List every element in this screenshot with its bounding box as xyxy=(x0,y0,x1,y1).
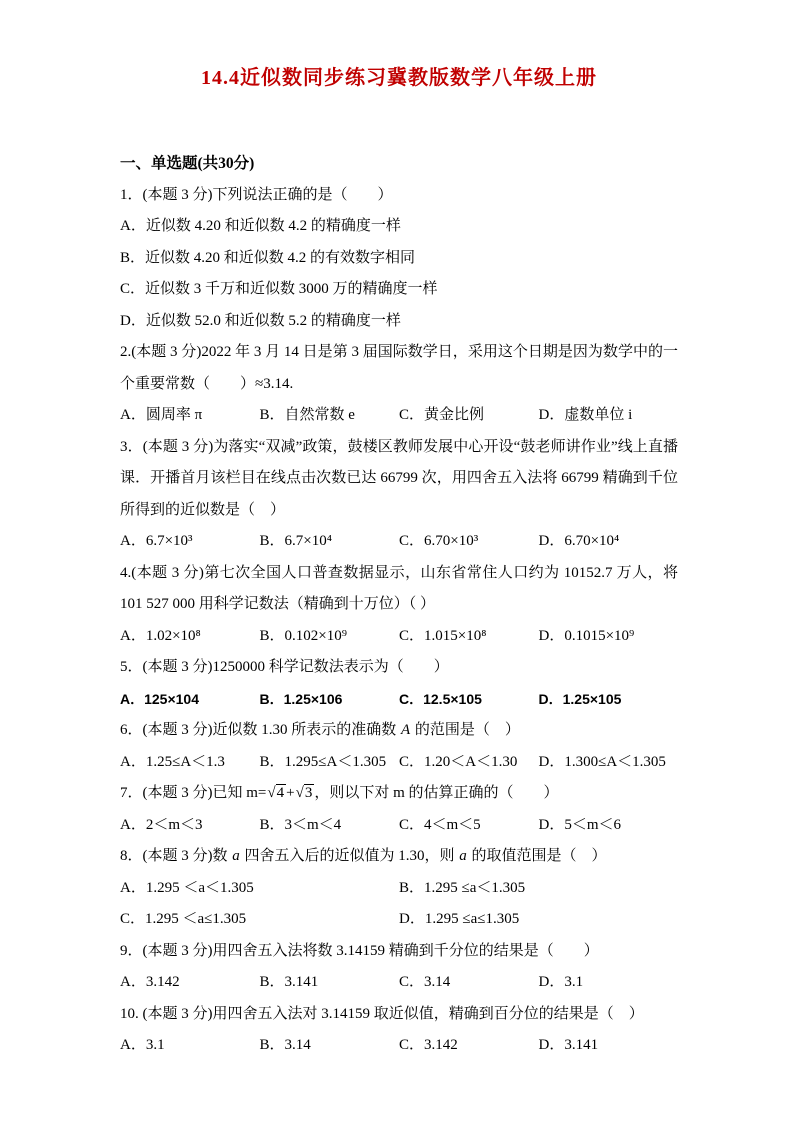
question-4 xyxy=(120,558,678,653)
question-8-stem xyxy=(120,841,678,873)
question-7-stem-pre: 7．(本题 3 分)已知 m= xyxy=(120,785,267,801)
plus-sign: + xyxy=(286,785,295,801)
question-3-options xyxy=(120,526,678,558)
question-5-option-d: D．1.25×105 xyxy=(538,690,622,707)
question-1-option-a: A．近似数 4.20 和近似数 4.2 的精确度一样 xyxy=(120,218,401,234)
question-5-stem: 5．(本题 3 分)1250000 科学记数法表示为（ ） xyxy=(120,659,449,675)
question-2-option-c: C．黄金比例 xyxy=(399,407,485,423)
question-10-options xyxy=(120,1030,678,1062)
question-9 xyxy=(120,936,678,999)
question-10-option-a: A．3.1 xyxy=(120,1037,165,1053)
question-5-option-b: B．1.25×106 xyxy=(259,690,343,707)
question-9-options xyxy=(120,967,678,999)
question-6-variable: A xyxy=(401,722,411,738)
question-5-options xyxy=(120,684,678,716)
question-6-stem xyxy=(120,715,678,747)
question-8-option-b: B．1.295 ≤a＜1.305 xyxy=(399,879,526,896)
question-10-option-c: C．3.142 xyxy=(399,1037,458,1053)
question-6-stem-post: 的范围是（ ） xyxy=(411,722,520,738)
question-1-option-c: C．近似数 3 千万和近似数 3000 万的精确度一样 xyxy=(120,281,438,297)
question-5-option-a: A．125×104 xyxy=(120,690,200,707)
question-2-stem: 2.(本题 3 分)2022 年 3 月 14 日是第 3 届国际数学日，采用这个日期是因为数学中的一个重要常数（ ）≈3.14. xyxy=(120,344,678,392)
question-2-option-a: A．圆周率 π xyxy=(120,407,203,423)
sqrt-radicand-2: 3 xyxy=(304,785,313,801)
question-8-stem-pre: 8．(本题 3 分)数 xyxy=(120,848,232,864)
question-7 xyxy=(120,778,678,841)
question-9-option-a: A．3.142 xyxy=(120,974,180,990)
question-1-option-b: B．近似数 4.20 和近似数 4.2 的有效数字相同 xyxy=(120,249,416,266)
sqrt-sign-1: √ xyxy=(267,785,276,801)
question-6-option-d: D．1.300≤A＜1.305 xyxy=(538,753,666,770)
question-2 xyxy=(120,337,678,432)
question-2-option-d: D．虚数单位 i xyxy=(538,407,633,423)
question-1-stem: 1．(本题 3 分)下列说法正确的是（ ） xyxy=(120,186,393,203)
question-3-stem: 3．(本题 3 分)为落实“双减”政策，鼓楼区教师发展中心开设“鼓老师讲作业”线上直播课．开播首月该栏目在线点击次数已达 66799 次，用四舍五入法将 66799 精确到千位所得到的近似数是（ ） xyxy=(120,438,678,518)
question-10-stem: 10. (本题 3 分)用四舍五入法对 3.14159 取近似值，精确到百分位的结果是（ ） xyxy=(120,1005,644,1022)
question-8-variable-1: a xyxy=(232,848,240,864)
worksheet-content xyxy=(120,148,678,1062)
question-8 xyxy=(120,841,678,936)
question-6-stem-pre: 6．(本题 3 分)近似数 1.30 所表示的准确数 xyxy=(120,722,400,738)
document-title: 14.4近似数同步练习冀教版数学八年级上册 xyxy=(201,67,597,89)
question-7-option-b: B．3＜m＜4 xyxy=(259,816,342,833)
question-8-option-c: C．1.295 ＜a≤1.305 xyxy=(120,911,247,927)
question-1-option-d: D．近似数 52.0 和近似数 5.2 的精确度一样 xyxy=(120,312,401,329)
question-8-option-a: A．1.295 ＜a＜1.305 xyxy=(120,879,254,896)
question-7-option-a: A．2＜m＜3 xyxy=(120,816,203,833)
question-7-option-d: D．5＜m＜6 xyxy=(538,816,622,833)
question-6 xyxy=(120,715,678,778)
question-7-stem xyxy=(120,778,678,810)
question-3-option-d: D．6.70×10⁴ xyxy=(538,533,620,549)
question-6-option-b: B．1.295≤A＜1.305 xyxy=(259,753,387,770)
question-10 xyxy=(120,999,678,1062)
question-2-option-b: B．自然常数 e xyxy=(259,407,355,423)
question-9-option-c: C．3.14 xyxy=(399,974,451,990)
sqrt-sign-2: √ xyxy=(295,785,304,801)
question-3-option-a: A．6.7×10³ xyxy=(120,533,193,549)
question-7-stem-post: ，则以下对 m 的估算正确的（ ） xyxy=(314,785,559,801)
question-4-option-c: C．1.015×10⁸ xyxy=(399,627,487,644)
question-7-option-c: C．4＜m＜5 xyxy=(399,816,481,833)
question-4-option-d: D．0.1015×10⁹ xyxy=(538,627,635,644)
question-9-option-b: B．3.141 xyxy=(259,974,319,990)
question-3 xyxy=(120,432,678,558)
question-8-option-d: D．1.295 ≤a≤1.305 xyxy=(399,911,520,927)
question-8-options-row-2 xyxy=(120,904,678,936)
question-4-option-a: A．1.02×10⁸ xyxy=(120,627,201,644)
section-heading: 一、单选题(共30分) xyxy=(120,155,255,172)
question-2-options xyxy=(120,400,678,432)
question-9-stem: 9．(本题 3 分)用四舍五入法将数 3.14159 精确到千分位的结果是（ ） xyxy=(120,942,599,959)
question-6-option-c: C．1.20＜A＜1.30 xyxy=(399,753,518,770)
question-9-option-d: D．3.1 xyxy=(538,974,584,990)
question-3-option-c: C．6.70×10³ xyxy=(399,533,479,549)
question-5 xyxy=(120,652,678,715)
question-4-stem: 4.(本题 3 分)第七次全国人口普查数据显示，山东省常住人口约为 10152.7 万人，将 101 527 000 用科学记数法（精确到十万位）（ ） xyxy=(120,564,678,612)
question-1 xyxy=(120,180,678,338)
question-8-stem-mid: 四舍五入后的近似值为 1.30，则 xyxy=(240,848,459,864)
question-6-options xyxy=(120,747,678,779)
question-10-option-b: B．3.14 xyxy=(259,1037,311,1053)
question-8-options-row-1 xyxy=(120,873,678,905)
question-8-variable-2: a xyxy=(459,848,467,864)
question-6-option-a: A．1.25≤A＜1.3 xyxy=(120,753,225,770)
question-10-option-d: D．3.141 xyxy=(538,1037,599,1053)
sqrt-radicand-1: 4 xyxy=(276,785,285,801)
question-5-option-c: C．12.5×105 xyxy=(399,690,482,707)
question-4-option-b: B．0.102×10⁹ xyxy=(259,627,347,644)
question-4-options xyxy=(120,621,678,653)
question-3-option-b: B．6.7×10⁴ xyxy=(259,533,332,549)
question-7-options xyxy=(120,810,678,842)
question-8-stem-post: 的取值范围是（ ） xyxy=(467,848,607,864)
